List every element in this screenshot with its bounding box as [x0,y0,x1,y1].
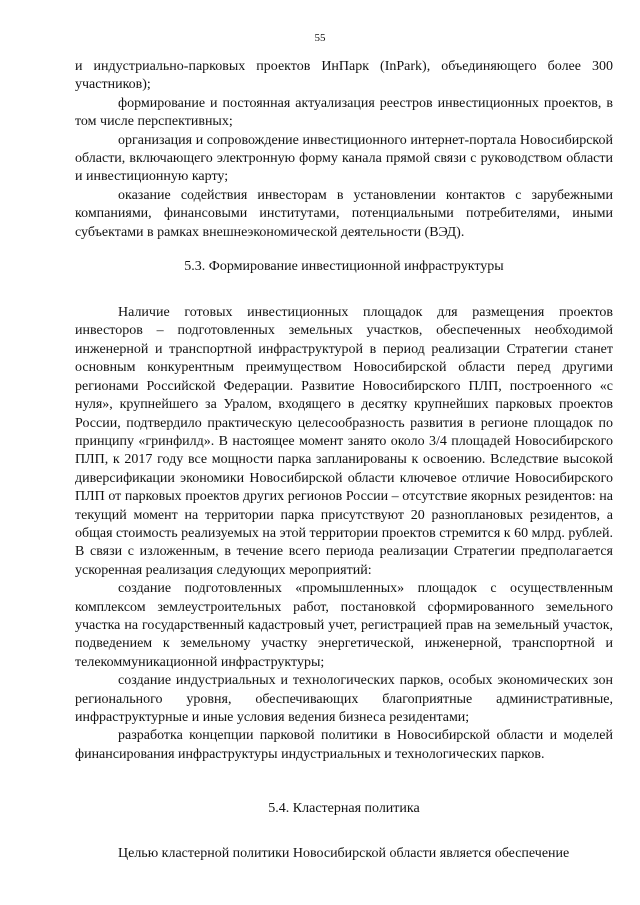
section-title-5-3: 5.3. Формирование инвестиционной инфраструктуры [184,259,504,275]
list-item-industrial-parks: создание индустриальных и технологических парков, особых экономических зон регионального уровня, обеспечивающих благоприятные административные, инфраструктурные и иные условия ведения бизнеса резидентами; [75,673,613,725]
list-item-industrial-sites: создание подготовленных «промышленных» площадок с осуществленным комплексом землеустроительных работ, постановкой сформированного земельного участка на государственный кадастровый учет, регистрацией прав на земельный участок, подведением к земельному участку энергетической, инженерной, транспортной и телекоммуникационной инфраструктуры; [75,581,613,670]
section-title-5-4: 5.4. Кластерная политика [268,801,420,817]
list-item-park-policy: разработка концепции парковой политики в Новосибирской области и моделей финансирования инфраструктуры индустриальных и технологических парков. [75,728,613,762]
paragraph-cluster-policy: Целью кластерной политики Новосибирской области является обеспечение [118,846,570,862]
list-item-registry: формирование и постоянная актуализация реестров инвестиционных проектов, в том числе перспективных; [75,95,613,130]
list-item-portal: организация и сопровождение инвестиционного интернет-портала Новосибирской области, включающего электронную форму канала прямой связи с руководством области и инвестиционную карту; [75,132,613,185]
page-number: 55 [314,32,326,44]
paragraph-continuation: и индустриально-парковых проектов ИнПарк (InPark), объединяющего более 300 участников); [75,59,613,93]
list-item-foreign-contacts: оказание содействия инвесторам в установлении контактов с зарубежными компаниями, финансовыми институтами, потенциальными потребителями, иными субъектами в рамках внешнеэкономической деятельности (ВЭД). [75,187,613,240]
paragraph-investment-sites: Наличие готовых инвестиционных площадок для размещения проектов инвесторов – подготовленных земельных участков, обеспеченных необходимой инженерной и транспортной инфраструктурой в период реализации Стратегии станет основным конкурентным преимуществом Новосибирской области перед другими регионами Российской Федерации. Развитие Новосибирского ПЛП, построенного «с нуля», крупнейшего за Уралом, входящего в десятку крупнейших парковых проектов России, подтвердило практическую целесообразность развития в регионе площадок по принципу «гринфилд». В настоящее момент занято около 3/4 площадей Новосибирского ПЛП, к 2017 году все мощности парка запланированы к освоению. Вследствие высокой диверсификации экономики Новосибирской области ключевое отличие Новосибирского ПЛП от парковых проектов других регионов России – отсутствие якорных резидентов: на текущий момент на территории парка присутствуют 20 разноплановых резидентов, а общая стоимость реализуемых на этой территории проектов стремится к 60 млрд. рублей. В связи с изложенным, в течение всего периода реализации Стратегии предполагается ускоренная реализация следующих мероприятий: [75,305,613,578]
document-body [75,58,613,864]
